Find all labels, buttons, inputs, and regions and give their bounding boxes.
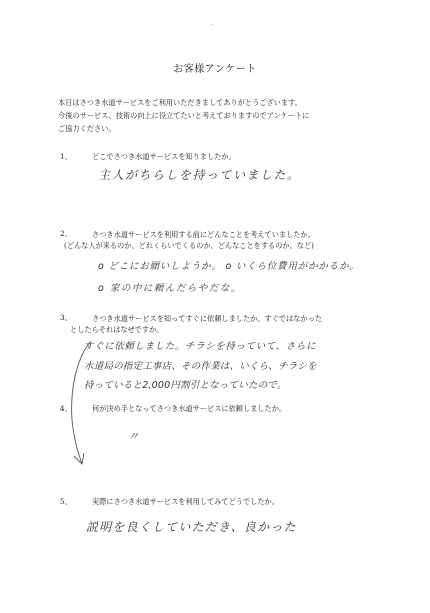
question-3-number: 3、 [60,313,72,322]
question-line: 実際にさつき水道サービスを利用してみてどうでしたか。 [92,497,279,506]
intro-line: ご協力ください。 [58,124,116,133]
answer-2-line-1: o どこにお願いしようか。 o いくら位費用がかかるか。 [98,261,360,272]
answer-5-handwriting: 説明を良くしていただき、良かった [86,520,297,534]
question-2-number: 2、 [60,229,72,238]
question-line: 何が決め手となってさつき水道サービスに依頼しましたか。 [92,404,287,413]
question-2-text [64,229,315,251]
question-line: どこでさつき水道サービスを知りましたか。 [92,152,236,161]
answer-3-line-3: 持っていると2,000円割引となっていたので。 [84,380,287,391]
scan-speck [212,24,213,25]
intro-line: 本日はさつき水道サービスをご利用いただきましてありがとうございます。 [58,98,302,107]
question-line: さつき水道サービスを知ってすぐに依頼しましたか。すぐではなかった [92,314,323,323]
question-line: としたらそれはなぜですか。 [70,325,164,334]
intro-text [58,96,378,135]
answer-2-line-2: o 家の中に頼んだらやだな。 [98,283,242,294]
question-line: さつき水道サービスを利用する前にどんなことを考えていましたか。 [92,230,315,239]
answer-3-line-2: 水道局の指定工事店、その作業は、いくら、チラシを [84,361,317,372]
page-title: お客様アンケート [173,64,257,75]
question-1-number: 1、 [60,152,72,161]
answer-4-ditto-mark: 〃 [128,430,139,443]
question-4-number: 4、 [60,404,72,413]
answer-1-handwriting: 主人がちらしを持っていました。 [98,168,301,182]
question-3-text [70,313,322,335]
question-1-text [92,151,236,162]
answer-3-line-1: すぐに依頼しました。チラシを持っていて、さらに [84,341,317,352]
intro-line: 今後のサービス、技術の向上に役立てたいと考えておりますのでアンケートに [58,111,310,120]
question-5-number: 5、 [60,497,72,506]
question-4-text [92,403,286,414]
question-line: (どんな人が来るのか、どれくらいでくるのか、どんなことをするのか、など) [64,241,314,250]
question-5-text [92,496,279,507]
